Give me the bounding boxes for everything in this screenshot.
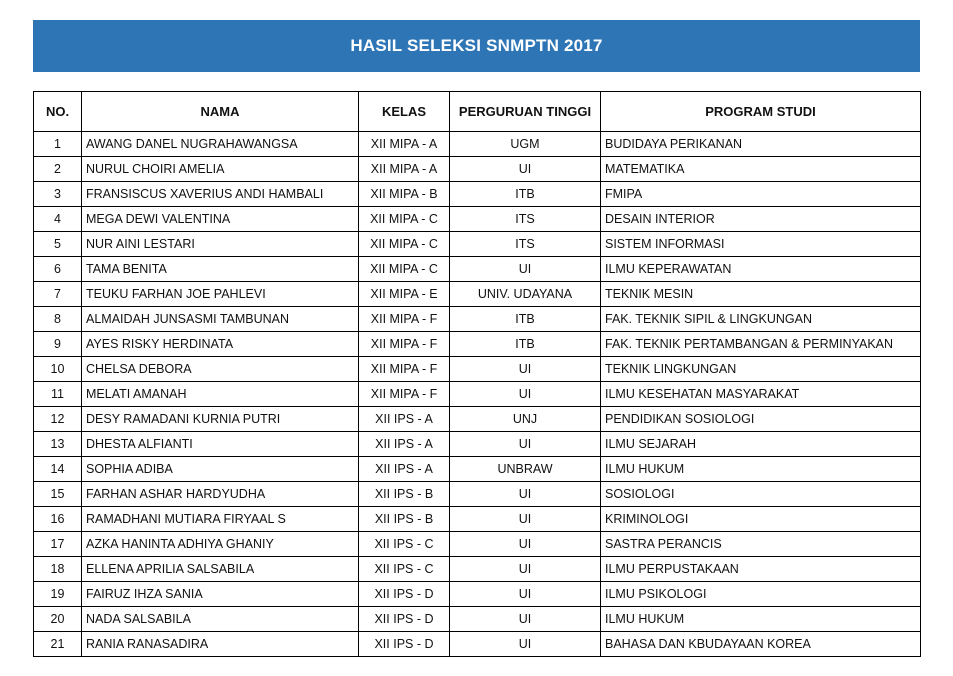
cell-no: 10 xyxy=(34,357,82,382)
header-no: NO. xyxy=(34,92,82,132)
table-row xyxy=(34,507,921,532)
table-row xyxy=(34,557,921,582)
cell-nama: RANIA RANASADIRA xyxy=(82,632,359,657)
title-banner xyxy=(33,20,920,72)
cell-no: 9 xyxy=(34,332,82,357)
cell-kelas: XII MIPA - B xyxy=(359,182,450,207)
cell-program-studi: TEKNIK LINGKUNGAN xyxy=(601,357,921,382)
cell-program-studi: ILMU HUKUM xyxy=(601,607,921,632)
cell-program-studi: SOSIOLOGI xyxy=(601,482,921,507)
cell-perguruan-tinggi: UNIV. UDAYANA xyxy=(450,282,601,307)
cell-no: 6 xyxy=(34,257,82,282)
cell-perguruan-tinggi: UGM xyxy=(450,132,601,157)
table-row xyxy=(34,282,921,307)
cell-nama: ELLENA APRILIA SALSABILA xyxy=(82,557,359,582)
table-row xyxy=(34,307,921,332)
cell-nama: DESY RAMADANI KURNIA PUTRI xyxy=(82,407,359,432)
cell-perguruan-tinggi: UI xyxy=(450,507,601,532)
cell-kelas: XII MIPA - C xyxy=(359,207,450,232)
cell-perguruan-tinggi: UI xyxy=(450,557,601,582)
cell-nama: ALMAIDAH JUNSASMI TAMBUNAN xyxy=(82,307,359,332)
cell-nama: RAMADHANI MUTIARA FIRYAAL S xyxy=(82,507,359,532)
cell-no: 7 xyxy=(34,282,82,307)
cell-program-studi: ILMU SEJARAH xyxy=(601,432,921,457)
cell-kelas: XII IPS - D xyxy=(359,582,450,607)
cell-kelas: XII MIPA - C xyxy=(359,257,450,282)
header-nama: NAMA xyxy=(82,92,359,132)
cell-kelas: XII IPS - B xyxy=(359,507,450,532)
cell-program-studi: ILMU KESEHATAN MASYARAKAT xyxy=(601,382,921,407)
cell-no: 15 xyxy=(34,482,82,507)
table-row xyxy=(34,157,921,182)
cell-nama: AWANG DANEL NUGRAHAWANGSA xyxy=(82,132,359,157)
cell-perguruan-tinggi: UI xyxy=(450,257,601,282)
table-row xyxy=(34,457,921,482)
cell-program-studi: FAK. TEKNIK PERTAMBANGAN & PERMINYAKAN xyxy=(601,332,921,357)
cell-perguruan-tinggi: UI xyxy=(450,607,601,632)
header-perguruan-tinggi: PERGURUAN TINGGI xyxy=(450,92,601,132)
cell-kelas: XII IPS - D xyxy=(359,607,450,632)
cell-perguruan-tinggi: ITB xyxy=(450,307,601,332)
cell-nama: AZKA HANINTA ADHIYA GHANIY xyxy=(82,532,359,557)
table-row xyxy=(34,207,921,232)
table-row xyxy=(34,607,921,632)
cell-perguruan-tinggi: UI xyxy=(450,382,601,407)
cell-nama: FARHAN ASHAR HARDYUDHA xyxy=(82,482,359,507)
cell-kelas: XII IPS - C xyxy=(359,532,450,557)
table-row xyxy=(34,257,921,282)
cell-perguruan-tinggi: UI xyxy=(450,157,601,182)
table-row xyxy=(34,332,921,357)
cell-program-studi: KRIMINOLOGI xyxy=(601,507,921,532)
cell-program-studi: MATEMATIKA xyxy=(601,157,921,182)
table-row xyxy=(34,182,921,207)
cell-program-studi: FAK. TEKNIK SIPIL & LINGKUNGAN xyxy=(601,307,921,332)
cell-no: 8 xyxy=(34,307,82,332)
cell-kelas: XII IPS - B xyxy=(359,482,450,507)
cell-program-studi: BUDIDAYA PERIKANAN xyxy=(601,132,921,157)
table-row xyxy=(34,482,921,507)
cell-nama: FRANSISCUS XAVERIUS ANDI HAMBALI xyxy=(82,182,359,207)
cell-perguruan-tinggi: UI xyxy=(450,632,601,657)
cell-perguruan-tinggi: UI xyxy=(450,582,601,607)
table-row xyxy=(34,582,921,607)
cell-perguruan-tinggi: ITS xyxy=(450,207,601,232)
cell-perguruan-tinggi: UI xyxy=(450,482,601,507)
cell-program-studi: PENDIDIKAN SOSIOLOGI xyxy=(601,407,921,432)
cell-program-studi: ILMU PSIKOLOGI xyxy=(601,582,921,607)
cell-no: 5 xyxy=(34,232,82,257)
cell-program-studi: TEKNIK MESIN xyxy=(601,282,921,307)
cell-perguruan-tinggi: UNJ xyxy=(450,407,601,432)
cell-nama: CHELSA DEBORA xyxy=(82,357,359,382)
cell-program-studi: SISTEM INFORMASI xyxy=(601,232,921,257)
cell-nama: MEGA DEWI VALENTINA xyxy=(82,207,359,232)
table-row xyxy=(34,532,921,557)
cell-nama: AYES RISKY HERDINATA xyxy=(82,332,359,357)
cell-no: 3 xyxy=(34,182,82,207)
header-kelas: KELAS xyxy=(359,92,450,132)
cell-perguruan-tinggi: UNBRAW xyxy=(450,457,601,482)
cell-no: 21 xyxy=(34,632,82,657)
cell-no: 4 xyxy=(34,207,82,232)
cell-perguruan-tinggi: UI xyxy=(450,357,601,382)
cell-nama: TEUKU FARHAN JOE PAHLEVI xyxy=(82,282,359,307)
cell-kelas: XII MIPA - F xyxy=(359,357,450,382)
page-title: HASIL SELEKSI SNMPTN 2017 xyxy=(350,36,603,55)
table-row xyxy=(34,632,921,657)
cell-kelas: XII MIPA - F xyxy=(359,332,450,357)
cell-kelas: XII MIPA - F xyxy=(359,307,450,332)
table-row xyxy=(34,407,921,432)
cell-kelas: XII IPS - A xyxy=(359,407,450,432)
cell-perguruan-tinggi: UI xyxy=(450,532,601,557)
cell-nama: FAIRUZ IHZA SANIA xyxy=(82,582,359,607)
cell-nama: TAMA BENITA xyxy=(82,257,359,282)
cell-no: 19 xyxy=(34,582,82,607)
cell-program-studi: DESAIN INTERIOR xyxy=(601,207,921,232)
cell-no: 17 xyxy=(34,532,82,557)
cell-nama: NADA SALSABILA xyxy=(82,607,359,632)
cell-perguruan-tinggi: ITS xyxy=(450,232,601,257)
cell-program-studi: SASTRA PERANCIS xyxy=(601,532,921,557)
cell-kelas: XII MIPA - F xyxy=(359,382,450,407)
cell-nama: NUR AINI LESTARI xyxy=(82,232,359,257)
cell-nama: SOPHIA ADIBA xyxy=(82,457,359,482)
header-row xyxy=(34,92,921,132)
table-body xyxy=(34,132,921,657)
cell-no: 11 xyxy=(34,382,82,407)
cell-program-studi: FMIPA xyxy=(601,182,921,207)
cell-kelas: XII IPS - C xyxy=(359,557,450,582)
cell-kelas: XII MIPA - A xyxy=(359,157,450,182)
cell-program-studi: ILMU HUKUM xyxy=(601,457,921,482)
cell-kelas: XII MIPA - E xyxy=(359,282,450,307)
cell-perguruan-tinggi: ITB xyxy=(450,182,601,207)
table-row xyxy=(34,382,921,407)
results-table xyxy=(33,91,921,657)
cell-kelas: XII IPS - A xyxy=(359,457,450,482)
cell-no: 20 xyxy=(34,607,82,632)
cell-perguruan-tinggi: UI xyxy=(450,432,601,457)
header-program-studi: PROGRAM STUDI xyxy=(601,92,921,132)
cell-no: 1 xyxy=(34,132,82,157)
table-row xyxy=(34,432,921,457)
cell-no: 18 xyxy=(34,557,82,582)
cell-kelas: XII MIPA - A xyxy=(359,132,450,157)
cell-no: 16 xyxy=(34,507,82,532)
cell-no: 2 xyxy=(34,157,82,182)
table-row xyxy=(34,357,921,382)
cell-nama: DHESTA ALFIANTI xyxy=(82,432,359,457)
cell-program-studi: ILMU KEPERAWATAN xyxy=(601,257,921,282)
cell-nama: MELATI AMANAH xyxy=(82,382,359,407)
table-row xyxy=(34,132,921,157)
cell-program-studi: BAHASA DAN KBUDAYAAN KOREA xyxy=(601,632,921,657)
cell-no: 12 xyxy=(34,407,82,432)
cell-kelas: XII MIPA - C xyxy=(359,232,450,257)
cell-program-studi: ILMU PERPUSTAKAAN xyxy=(601,557,921,582)
cell-kelas: XII IPS - D xyxy=(359,632,450,657)
cell-no: 13 xyxy=(34,432,82,457)
cell-no: 14 xyxy=(34,457,82,482)
cell-nama: NURUL CHOIRI AMELIA xyxy=(82,157,359,182)
table-row xyxy=(34,232,921,257)
cell-kelas: XII IPS - A xyxy=(359,432,450,457)
cell-perguruan-tinggi: ITB xyxy=(450,332,601,357)
